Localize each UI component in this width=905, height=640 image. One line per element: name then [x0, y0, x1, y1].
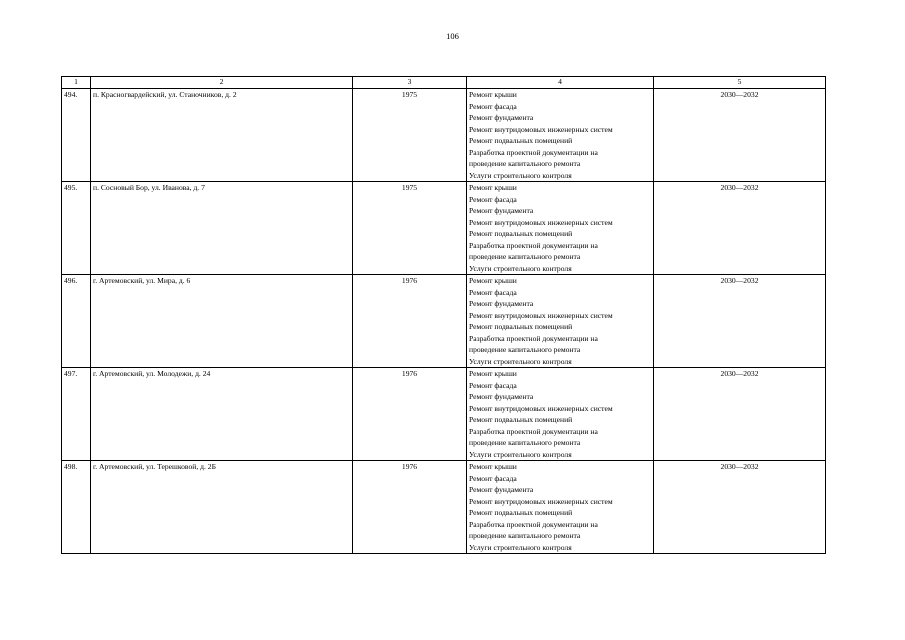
table-header-row [62, 77, 826, 89]
address-cell: г. Артемовский, ул. Молодежи, д. 24 [91, 368, 353, 461]
row-number: 497. [62, 368, 91, 461]
work-item: Ремонт фасада [469, 473, 517, 483]
address-cell: п. Красногвардейский, ул. Станочников, д. 2 [91, 89, 353, 182]
work-item: Ремонт крыши [469, 369, 517, 378]
work-item: Ремонт крыши [469, 183, 517, 192]
row-number: 498. [62, 461, 91, 554]
table-row [62, 368, 826, 461]
work-item: Ремонт крыши [469, 90, 517, 99]
work-item: Ремонт фундамента [469, 206, 534, 215]
work-item: Ремонт фундамента [469, 392, 534, 401]
build-year-cell: 1975 [353, 89, 467, 182]
build-year-cell: 1976 [353, 275, 467, 368]
work-item: Ремонт внутридомовых инженерных систем [469, 496, 613, 506]
work-item: Ремонт подвальных помещений [469, 136, 573, 145]
row-number: 496. [62, 275, 91, 368]
period-cell: 2030—2032 [654, 368, 826, 461]
work-item: Разработка проектной документации на [469, 240, 598, 250]
table-body [62, 89, 826, 554]
work-item: Ремонт крыши [469, 462, 517, 471]
address-cell: г. Артемовский, ул. Терешковой, д. 2Б [91, 461, 353, 554]
table-row [62, 89, 826, 182]
table-row [62, 461, 826, 554]
works-cell [467, 182, 654, 275]
work-item: Ремонт фасада [469, 101, 517, 111]
work-item: Ремонт внутридомовых инженерных систем [469, 310, 613, 320]
work-item: проведение капитального ремонта [469, 531, 581, 540]
address-cell: г. Артемовский, ул. Мира, д. 6 [91, 275, 353, 368]
work-item: Услуги строительного контроля [469, 356, 572, 366]
column-header-3: 3 [353, 77, 467, 89]
works-cell [467, 461, 654, 554]
work-item: Услуги строительного контроля [469, 542, 572, 552]
column-header-1: 1 [62, 77, 91, 89]
column-header-2: 2 [91, 77, 353, 89]
work-item: Ремонт фундамента [469, 485, 534, 494]
work-item: проведение капитального ремонта [469, 345, 581, 354]
work-item: Ремонт подвальных помещений [469, 322, 573, 331]
work-item: Ремонт фундамента [469, 113, 534, 122]
work-item: Разработка проектной документации на [469, 519, 598, 529]
build-year-cell: 1976 [353, 461, 467, 554]
build-year-cell: 1976 [353, 368, 467, 461]
work-item: Ремонт крыши [469, 276, 517, 285]
work-item: Ремонт фасада [469, 287, 517, 297]
address-cell: п. Сосновый Бор, ул. Иванова, д. 7 [91, 182, 353, 275]
work-item: проведение капитального ремонта [469, 438, 581, 447]
work-item: Услуги строительного контроля [469, 170, 572, 180]
table-row [62, 275, 826, 368]
work-item: Ремонт подвальных помещений [469, 415, 573, 424]
period-cell: 2030—2032 [654, 275, 826, 368]
page-number: 106 [446, 31, 459, 41]
work-item: Ремонт фасада [469, 380, 517, 390]
work-item: Услуги строительного контроля [469, 263, 572, 273]
column-header-4: 4 [467, 77, 654, 89]
work-item: Ремонт внутридомовых инженерных систем [469, 217, 613, 227]
work-item: Ремонт фасада [469, 194, 517, 204]
works-cell [467, 368, 654, 461]
work-item: Ремонт внутридомовых инженерных систем [469, 124, 613, 134]
work-item: проведение капитального ремонта [469, 252, 581, 261]
work-item: Разработка проектной документации на [469, 333, 598, 343]
work-item: Разработка проектной документации на [469, 147, 598, 157]
build-year-cell: 1975 [353, 182, 467, 275]
period-cell: 2030—2032 [654, 182, 826, 275]
period-cell: 2030—2032 [654, 89, 826, 182]
work-item: Ремонт внутридомовых инженерных систем [469, 403, 613, 413]
works-cell [467, 275, 654, 368]
work-item: проведение капитального ремонта [469, 159, 581, 168]
work-item: Разработка проектной документации на [469, 426, 598, 436]
row-number: 495. [62, 182, 91, 275]
period-cell: 2030—2032 [654, 461, 826, 554]
work-item: Ремонт подвальных помещений [469, 508, 573, 517]
work-item: Услуги строительного контроля [469, 449, 572, 459]
column-header-5: 5 [654, 77, 826, 89]
works-cell [467, 89, 654, 182]
repair-schedule-table [61, 76, 826, 554]
work-item: Ремонт подвальных помещений [469, 229, 573, 238]
row-number: 494. [62, 89, 91, 182]
table-row [62, 182, 826, 275]
work-item: Ремонт фундамента [469, 299, 534, 308]
